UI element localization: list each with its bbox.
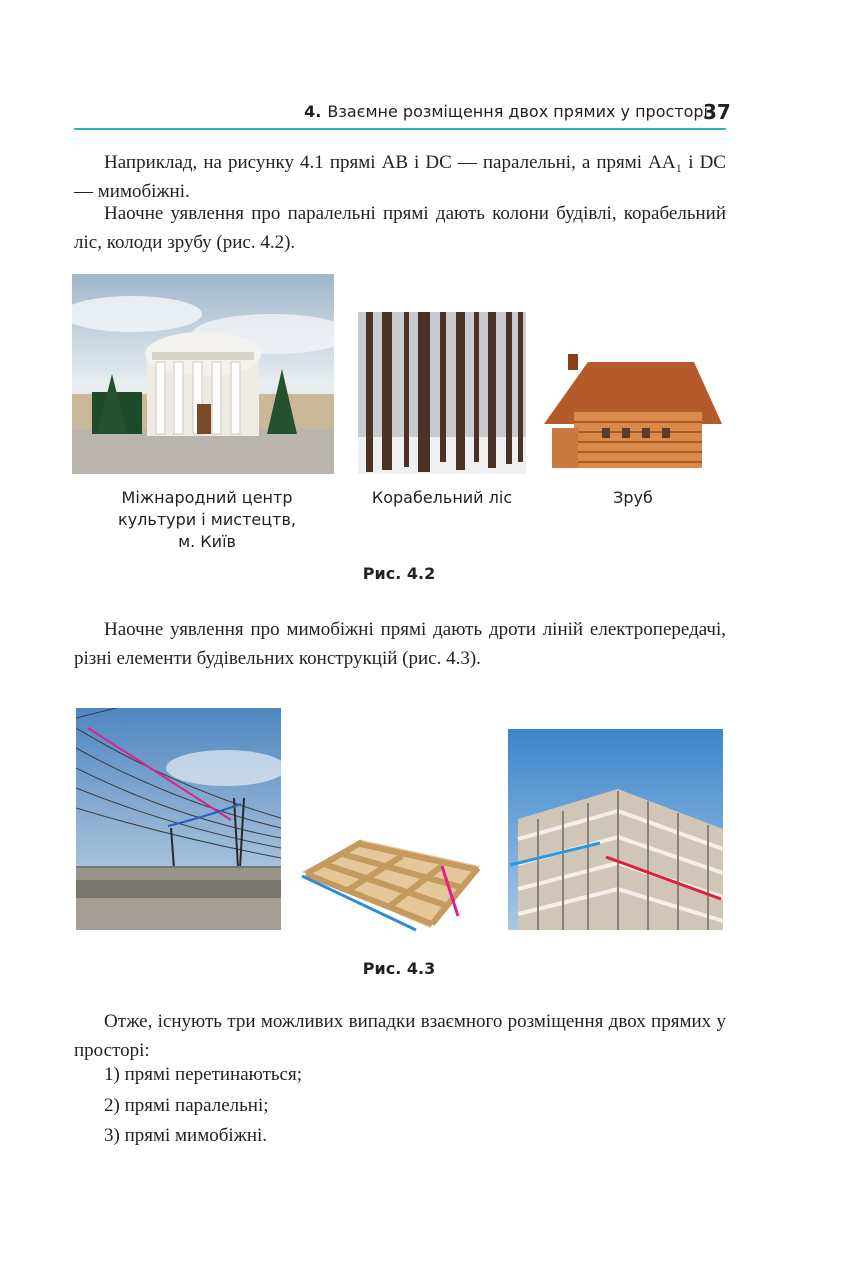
paragraph-4-text: Отже, існують три можливих випадки взаємного розміщення двох прямих у просторі:	[74, 1011, 726, 1061]
caption-building-line-2: культури і мистецтв,	[118, 510, 296, 529]
caption-forest: Корабельний ліс	[371, 488, 513, 507]
log-house-photo	[544, 352, 722, 474]
page-number: 37	[703, 100, 731, 124]
figure-4-2-label: Рис. 4.2	[362, 564, 436, 583]
list-item: 1) прямі перетинаються;	[104, 1064, 303, 1085]
chapter-number: 4.	[304, 102, 322, 121]
forest-photo	[358, 312, 526, 474]
header-rule	[74, 128, 726, 130]
list-item: 2) прямі паралельні;	[104, 1095, 269, 1116]
power-lines-photo	[76, 708, 281, 930]
building-photo	[72, 274, 334, 474]
caption-building-line-1: Міжнародний центр	[121, 488, 293, 507]
figure-4-3-label: Рис. 4.3	[362, 959, 436, 978]
floor-frame-illustration	[298, 836, 480, 932]
paragraph-1-text: Наприклад, на рисунку 4.1 прямі AB і DC — паралельні, а прямі AA₁ і DC — мимобіжні.	[74, 152, 726, 202]
list-item: 3) прямі мимобіжні.	[104, 1125, 268, 1146]
caption-building-line-3: м. Київ	[178, 532, 236, 551]
caption-log-house: Зруб	[613, 488, 653, 507]
paragraph-4	[74, 1007, 726, 1065]
paragraph-3	[74, 615, 726, 673]
paragraph-2-text: Наочне уявлення про паралельні прямі дають колони будівлі, корабельний ліс, колоди зрубу (рис. 4.2).	[74, 203, 726, 253]
construction-photo	[508, 729, 723, 930]
paragraph-3-text: Наочне уявлення про мимобіжні прямі дають дроти ліній електропередачі, різні елементи будівельних конструкцій (рис. 4.3).	[74, 619, 726, 669]
paragraph-1	[74, 148, 726, 206]
running-header	[304, 102, 708, 121]
caption-building	[102, 487, 312, 553]
paragraph-2	[74, 199, 726, 257]
chapter-title: Взаємне розміщення двох прямих у просторі	[327, 102, 708, 121]
